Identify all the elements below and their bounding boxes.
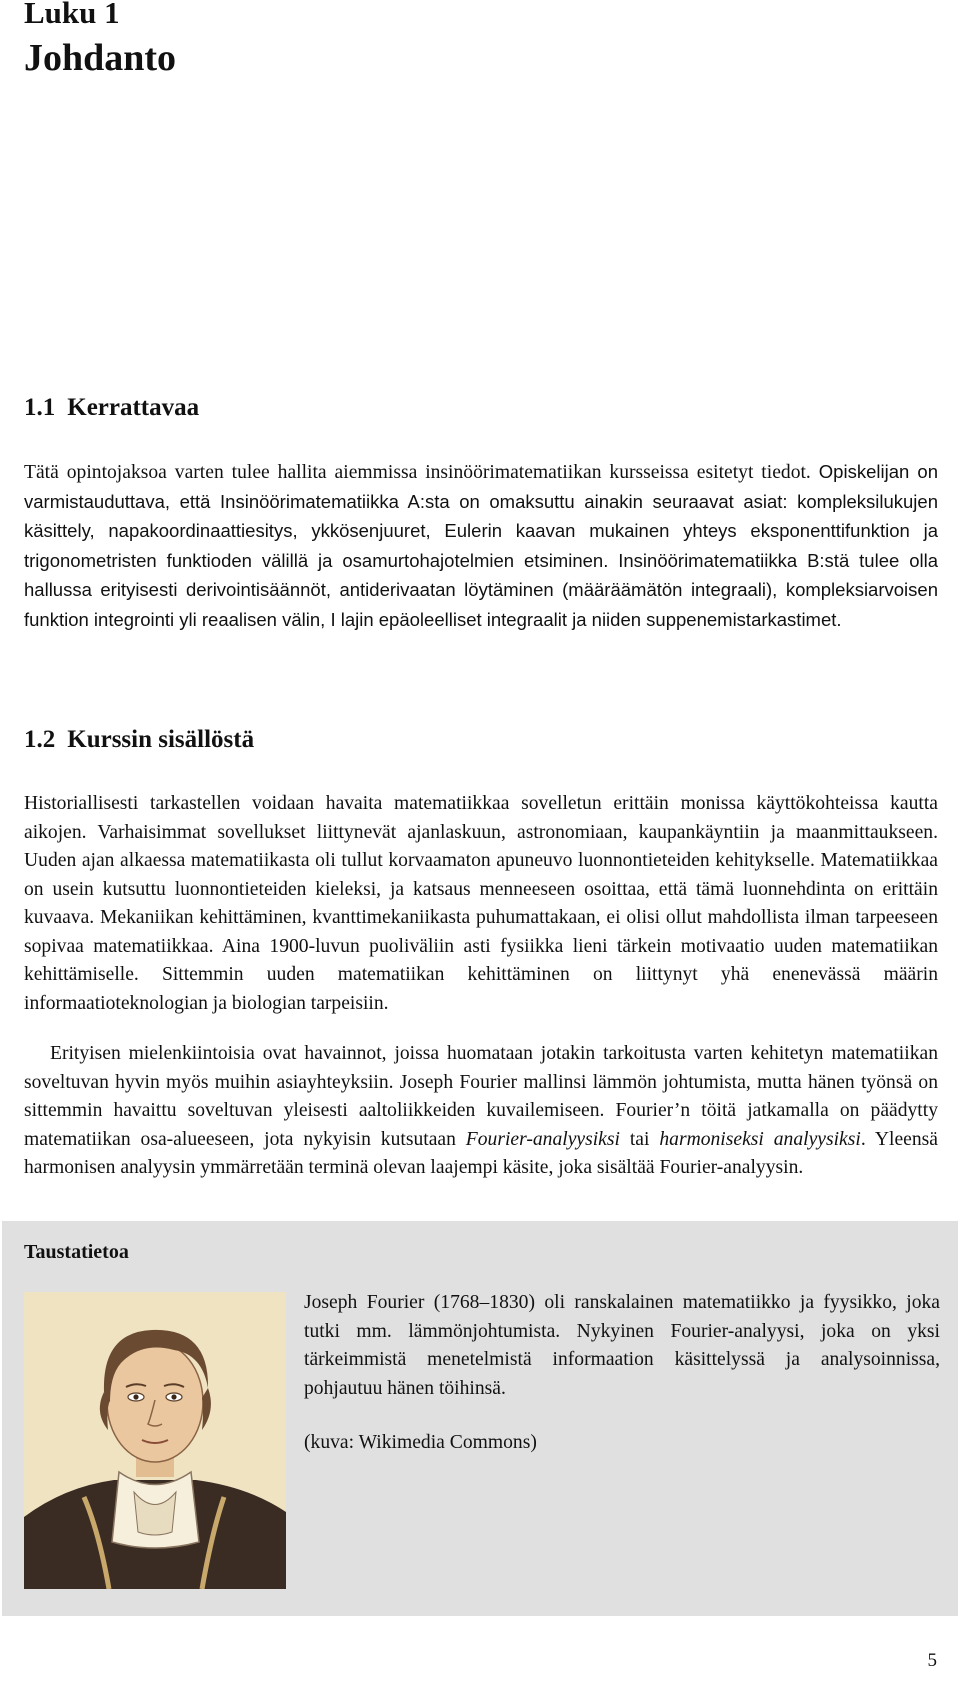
paragraph-sans-text: Opiskelijan on varmistauduttava, että Insinöörimatematiikka A:sta on omaksuttu ainakin seuraavat asiat: kompleksilukujen käsittely, napakoordinaattiesitys, ykkösenjuuret, Eulerin kaavan mukainen yhteys eksponenttifunktion ja trigonometristen funktioden välillä ja osamurtohajotelmien etsiminen. Insinöörimatematiikka B:stä tulee olla hallussa erityisesti derivointisäännöt, antiderivaatan löytäminen (määräämätön integraali), kompleksiarvoisen funktion integrointi yli reaalisen välin, I lajin epäoleelliset integraalit ja niiden suppenemistarkastimet. <box>24 461 939 630</box>
paragraph-kurssin-sisallosta-2 <box>24 1040 938 1183</box>
chapter-label: Luku 1 <box>24 0 120 30</box>
section-title: Kurssin sisällöstä <box>67 726 255 753</box>
section-title: Kerrattavaa <box>67 394 200 421</box>
paragraph-lead: Tätä opintojaksoa varten tulee hallita aiemmissa insinöörimatematiikan kursseissa esitetyt tiedot. <box>24 462 811 483</box>
portrait-drawing <box>24 1292 286 1589</box>
section-number: 1.2 <box>24 726 56 753</box>
term-fourier-analyysiksi: Fourier-analyysiksi <box>465 1128 620 1150</box>
paragraph-text: . Yleensä harmonisen analyysin ymmärretään terminä olevan laajempi käsite, joka sisältää Fourier-analyysin. <box>24 1128 938 1178</box>
box-text: Joseph Fourier (1768–1830) oli ranskalainen matematiikko ja fyysikko, joka tutki mm. lämmönjohtumista. Nykyinen Fourier-analyysi, joka on yksi tärkeimmistä menetelmistä informaation käsittelyssä ja analysoinnissa, pohjautuu hänen töihinsä. <box>304 1292 940 1399</box>
paragraph-kerrattavaa <box>24 458 938 635</box>
box-title: Taustatietoa <box>24 1241 129 1263</box>
background-info-box <box>2 1221 958 1616</box>
section-number: 1.1 <box>24 394 56 421</box>
section-heading-1-2 <box>24 725 254 755</box>
image-credit: (kuva: Wikimedia Commons) <box>304 1432 537 1453</box>
section-heading-1-1 <box>24 393 199 423</box>
fourier-portrait <box>24 1292 286 1589</box>
page-number: 5 <box>927 1650 937 1671</box>
paragraph-text: Erityisen mielenkiintoisia ovat havainnot, joissa huomataan jotakin tarkoitusta varten kehitetyn matematiikan soveltuvan hyvin myös muihin asiayhteyksiin. Joseph Fourier mallinsi lämmön johtumista, mutta hänen työnsä on sittemmin havaittu soveltuvan yleisesti aaltoliikkeiden kuvailemiseen. Fourier’n töitä jatkamalla on päädytty matematiikan osa-alueeseen, jota nykyisin kutsutaan <box>24 1043 938 1150</box>
paragraph-text: tai <box>619 1128 660 1150</box>
chapter-title: Johdanto <box>24 37 177 79</box>
paragraph-kurssin-sisallosta-1: Historiallisesti tarkastellen voidaan havaita matematiikkaa sovelletun erittäin monissa käyttökohteissa kautta aikojen. Varhaisimmat sovellukset liittynevät ajanlaskuun, astronomiaan, kaupankäyntiin ja maanmittaukseen. Uuden ajan alkaessa matematiikasta oli tullut korvaamaton apuneuvo luonnontieteiden kehitykselle. Matematiikkaa on usein kutsuttu luonnontieteiden kieleksi, ja katsaus menneeseen osoittaa, että tämä luonnehdinta on erittäin kuvaava. Mekaniikan kehittäminen, kvanttimekaniikasta puhumattakaan, ei olisi ollut mahdollista ilman tarpeeseen sopivaa matematiikkaa. Aina 1900-luvun puoliväliin asti fysiikka lieni tärkein motivaatio uuden matematiikan kehittämiselle. Sittemmin uuden matematiikan kehittäminen on liittynyt yhä enenevässä määrin informaatioteknologian ja biologian tarpeisiin. <box>24 793 938 1014</box>
term-harmoniseksi-analyysiksi: harmoniseksi analyysiksi <box>659 1128 861 1150</box>
